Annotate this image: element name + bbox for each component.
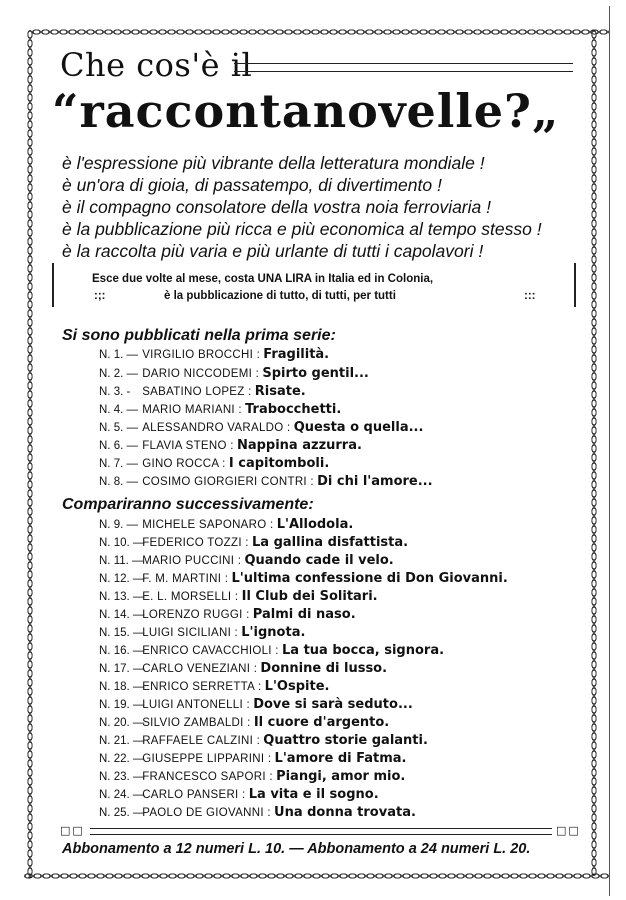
entry-number: N. 2. — (99, 368, 138, 380)
list-item (99, 624, 305, 642)
entry-number: N. 22. — (99, 753, 145, 765)
list-item (99, 437, 362, 455)
entry-title: Nappina azzurra. (236, 438, 362, 453)
entry-title: Dove si sarà seduto... (253, 697, 413, 712)
entry-author: LUIGI ANTONELLI : (142, 699, 250, 711)
left-chain-border (26, 30, 34, 878)
entry-title: Piangi, amor mio. (276, 769, 406, 784)
entry-title: La tua bocca, signora. (281, 643, 445, 658)
upcoming-heading: Compariranno successivamente: (62, 496, 314, 513)
entry-number: N. 21. — (99, 735, 145, 747)
footer-squares-right: □□ (556, 824, 581, 837)
entry-number: N. 18. — (99, 681, 145, 693)
tagline-2: è un'ora di gioia, di passatempo, di divertimento ! (62, 175, 442, 195)
entry-title: La gallina disfattista. (252, 535, 409, 550)
entry-number: N. 4. — (99, 404, 138, 416)
title-line-1: Che cos'è il (60, 46, 253, 84)
entry-number: N. 24. — (99, 789, 145, 801)
entry-title: L'amore di Fatma. (274, 751, 407, 766)
entry-title: Di chi l'amore... (317, 474, 433, 489)
entry-title: Risate. (254, 384, 306, 399)
entry-number: N. 17. — (99, 663, 145, 675)
entry-author: DARIO NICCODEMI : (142, 368, 260, 380)
list-item (99, 552, 394, 570)
entry-author: COSIMO GIORGIERI CONTRI : (142, 476, 314, 488)
list-item (99, 786, 379, 804)
entry-author: MARIO PUCCINI : (142, 555, 242, 567)
entry-author: CARLO PANSERI : (142, 789, 246, 801)
list-item (99, 606, 356, 624)
entry-author: VIRGILIO BROCCHI : (142, 349, 261, 361)
entry-title: La vita e il sogno. (248, 787, 379, 802)
entry-title: L'ignota. (241, 625, 306, 640)
entry-title: Questa o quella... (293, 420, 424, 435)
list-item (99, 346, 329, 364)
list-item (99, 516, 353, 534)
entry-title: Fragilità. (263, 347, 330, 362)
entry-number: N. 10. — (99, 537, 145, 549)
list-item (99, 365, 369, 383)
entry-number: N. 15. — (99, 627, 145, 639)
entry-title: I capitomboli. (228, 456, 330, 471)
entry-number: N. 3. - (99, 386, 131, 398)
entry-number: N. 23. — (99, 771, 145, 783)
entry-title: L'Allodola. (276, 517, 354, 532)
entry-number: N. 8. — (99, 476, 138, 488)
entry-number: N. 9. — (99, 519, 138, 531)
entry-author: LUIGI SICILIANI : (142, 627, 239, 639)
list-item (99, 473, 433, 491)
list-item (99, 455, 329, 473)
entry-number: N. 16. — (99, 645, 145, 657)
right-edge-rule (609, 6, 610, 896)
entry-number: N. 14. — (99, 609, 145, 621)
tagline-4: è la pubblicazione più ricca e più economica al tempo stesso ! (62, 219, 542, 239)
list-item (99, 660, 387, 678)
entry-author: ENRICO CAVACCHIOLI : (142, 645, 279, 657)
top-chain-border (32, 28, 610, 36)
entry-author: FLAVIA STENO : (142, 440, 234, 452)
entry-title: Il cuore d'argento. (253, 715, 390, 730)
entry-author: FRANCESCO SAPORI : (142, 771, 273, 783)
first-series-heading: Si sono pubblicati nella prima serie: (62, 327, 336, 344)
list-item (99, 642, 444, 660)
tagline-5: è la raccolta più varia e più urlante di tutti i capolavori ! (62, 241, 484, 261)
entry-author: CARLO VENEZIANI : (142, 663, 258, 675)
entry-number: N. 19. — (99, 699, 145, 711)
entry-author: GIUSEPPE LIPPARINI : (142, 753, 272, 765)
title-line-2: “raccontanovelle?„ (52, 84, 560, 138)
entry-title: Una donna trovata. (274, 805, 416, 820)
bottom-chain-border (24, 872, 610, 880)
entry-author: F. M. MARTINI : (142, 573, 229, 585)
entry-number: N. 6. — (99, 440, 138, 452)
list-item (99, 768, 405, 786)
entry-author: ALESSANDRO VARALDO : (142, 422, 291, 434)
entry-author: E. L. MORSELLI : (142, 591, 239, 603)
entry-author: RAFFAELE CALZINI : (142, 735, 261, 747)
list-item (99, 419, 423, 437)
entry-title: Trabocchetti. (245, 402, 342, 417)
list-item (99, 804, 416, 822)
entry-number: N. 25. — (99, 807, 145, 819)
entry-number: N. 5. — (99, 422, 138, 434)
entry-author: GINO ROCCA : (142, 458, 226, 470)
entry-author: LORENZO RUGGI : (142, 609, 250, 621)
list-item (99, 732, 428, 750)
entry-number: N. 20. — (99, 717, 145, 729)
entry-author: MICHELE SAPONARO : (142, 519, 274, 531)
entry-title: Spirto gentil... (262, 366, 369, 381)
entry-author: PAOLO DE GIOVANNI : (142, 807, 271, 819)
entry-title: Quando cade il velo. (244, 553, 394, 568)
entry-number: N. 7. — (99, 458, 138, 470)
info-line-2-right: ::: (524, 290, 536, 302)
info-box (52, 263, 576, 307)
entry-title: Il Club dei Solitari. (241, 589, 378, 604)
entry-author: ENRICO SERRETTA : (142, 681, 262, 693)
entry-title: Palmi di naso. (252, 607, 356, 622)
list-item (99, 678, 329, 696)
title-double-rule (234, 63, 573, 72)
entry-title: L'ultima confessione di Don Giovanni. (231, 571, 508, 586)
list-item (99, 534, 408, 552)
list-item (99, 588, 378, 606)
entry-author: MARIO MARIANI : (142, 404, 242, 416)
list-item (99, 383, 306, 401)
entry-title: Donnine di lusso. (260, 661, 388, 676)
list-item (99, 750, 406, 768)
list-item (99, 570, 508, 588)
entry-author: FEDERICO TOZZI : (142, 537, 249, 549)
entry-number: N. 12. — (99, 573, 145, 585)
tagline-3: è il compagno consolatore della vostra noia ferroviaria ! (62, 197, 491, 217)
entry-title: Quattro storie galanti. (263, 733, 428, 748)
list-item (99, 401, 341, 419)
tagline-1: è l'espressione più vibrante della letteratura mondiale ! (62, 153, 485, 173)
footer-squares-left: □□ (60, 824, 85, 837)
entry-number: N. 11. — (99, 555, 144, 567)
subscription-line: Abbonamento a 12 numeri L. 10. — Abbonamento a 24 numeri L. 20. (62, 841, 531, 857)
list-item (99, 696, 413, 714)
entry-number: N. 1. — (99, 349, 138, 361)
info-line-2-center: è la pubblicazione di tutto, di tutti, per tutti (164, 290, 396, 302)
list-item (99, 714, 389, 732)
info-line-2-left: :;: (94, 290, 106, 302)
entry-author: SILVIO ZAMBALDI : (142, 717, 251, 729)
footer-double-rule (90, 828, 552, 835)
info-line-1: Esce due volte al mese, costa UNA LIRA in Italia ed in Colonia, (92, 273, 434, 285)
entry-number: N. 13. — (99, 591, 145, 603)
entry-title: L'Ospite. (264, 679, 330, 694)
right-chain-border (590, 30, 598, 876)
entry-author: SABATINO LOPEZ : (142, 386, 252, 398)
